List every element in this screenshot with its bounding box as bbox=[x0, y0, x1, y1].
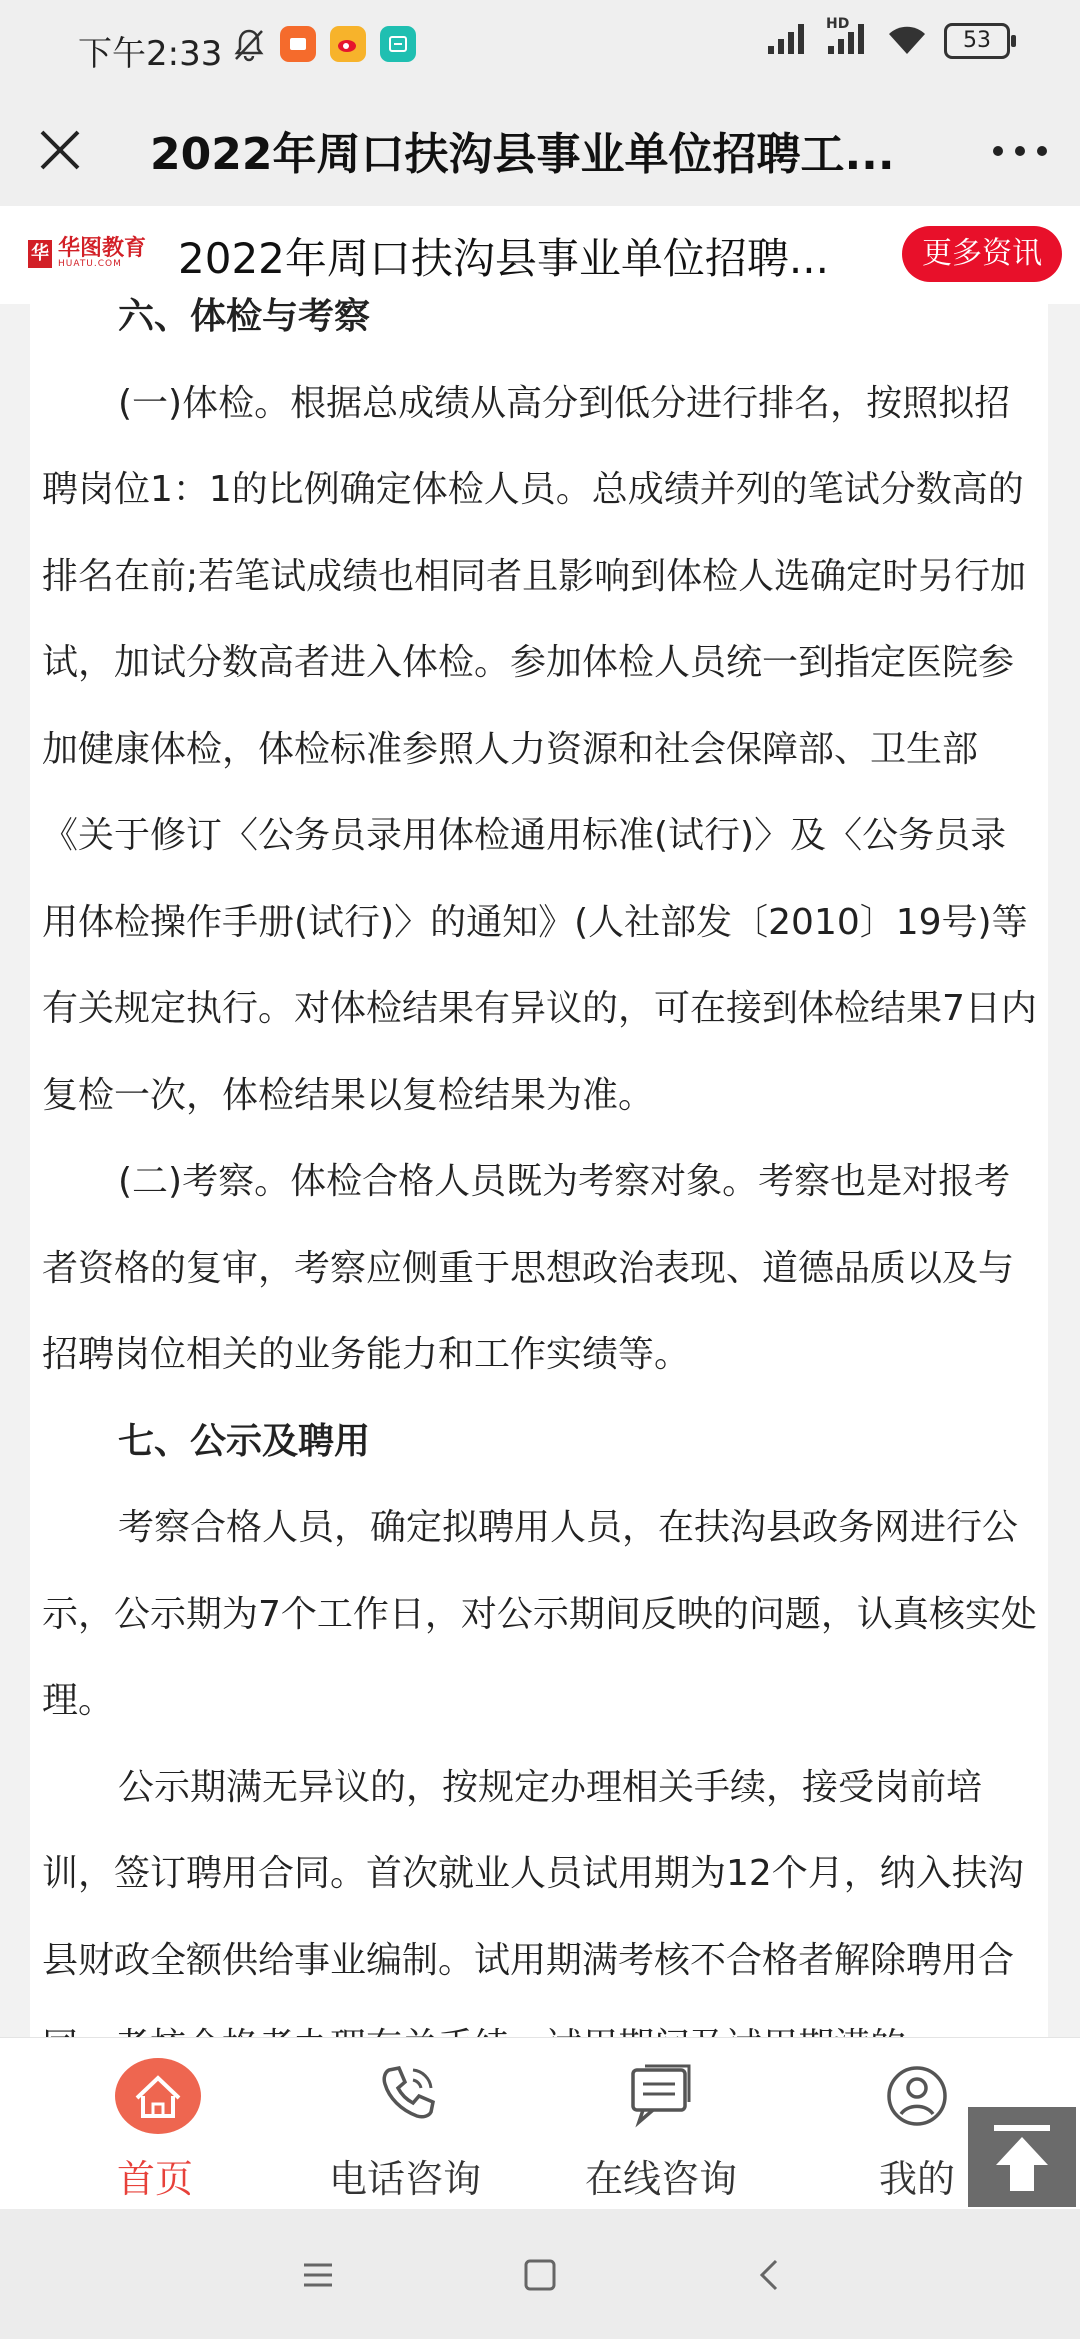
battery-indicator: 53 bbox=[944, 23, 1010, 59]
tab-home-label: 首页 bbox=[116, 2157, 193, 2201]
tab-phone-label: 电话咨询 bbox=[328, 2157, 481, 2201]
back-icon[interactable] bbox=[748, 2253, 792, 2297]
tab-profile-label: 我的 bbox=[878, 2157, 955, 2201]
weibo-icon bbox=[330, 26, 366, 62]
section-heading: 七、公示及聘用 bbox=[118, 1420, 371, 1462]
wifi-icon bbox=[886, 22, 928, 60]
article-header-title: 2022年周口扶沟县事业单位招聘... bbox=[178, 234, 829, 283]
tab-home[interactable] bbox=[20, 2038, 290, 2210]
tab-phone-consult[interactable] bbox=[270, 2038, 540, 2210]
logo-mark-icon: 华 bbox=[28, 240, 52, 268]
article-paragraph: 考察合格人员，确定拟聘用人员，在扶沟县政务网进行公示，公示期为7个工作日，对公示期间反映的问题，认真核实处理。 bbox=[42, 1507, 1037, 1721]
home-square-icon[interactable] bbox=[518, 2253, 562, 2297]
huatu-logo[interactable] bbox=[28, 238, 146, 269]
app-notification-icon-2 bbox=[380, 26, 416, 62]
article-paragraph: (二)考察。体检合格人员既为考察对象。考察也是对报考者资格的复审，考察应侧重于思想政治表现、道德品质以及与招聘岗位相关的业务能力和工作实绩等。 bbox=[42, 1161, 1015, 1375]
status-time: 下午2:33 bbox=[78, 34, 223, 74]
signal-hd-icon: HD bbox=[826, 22, 870, 60]
app-notification-icon bbox=[280, 26, 316, 62]
tab-online-label: 在线咨询 bbox=[584, 2157, 737, 2201]
bottom-tab-bar bbox=[0, 2037, 1080, 2210]
system-nav-bar bbox=[0, 2209, 1080, 2339]
section-heading: 六、体检与考察 bbox=[118, 296, 371, 337]
article-content bbox=[30, 296, 1048, 2037]
article-paragraph: (一)体检。根据总成绩从高分到低分进行排名，按照拟招聘岗位1：1的比例确定体检人员。总成绩并列的笔试分数高的排名在前;若笔试成绩也相同者且影响到体检人选确定时另行加试，加试分数高者进入体检。参加体检人员统一到指定医院参加健康体检，体检标准参照人力资源和社会保障部、卫生部《关于修订〈公务员录用体检通用标准(试行)〉及〈公务员录用体检操作手册(试行)〉的通知》(人社部发〔2010〕19号)等有关规定执行。对体检结果有异议的，可在接到体检结果7日内复检一次，体检结果以复检结果为准。 bbox=[42, 382, 1037, 1116]
tab-online-consult[interactable] bbox=[526, 2038, 796, 2210]
status-bar bbox=[0, 0, 1080, 96]
home-icon bbox=[115, 2056, 195, 2136]
article-paragraph: 公示期满无异议的，按规定办理相关手续，接受岗前培训，签订聘用合同。首次就业人员试用期为12个月，纳入扶沟县财政全额供给事业编制。试用期满考核不合格者解除聘用合 bbox=[42, 1766, 1024, 1981]
menu-icon[interactable] bbox=[296, 2253, 340, 2297]
phone-icon bbox=[365, 2056, 445, 2136]
signal-icon bbox=[766, 22, 810, 60]
more-news-button[interactable]: 更多资讯 bbox=[902, 226, 1062, 282]
top-nav-bar bbox=[0, 96, 1080, 206]
user-icon bbox=[877, 2056, 957, 2136]
mute-bell-icon bbox=[230, 26, 268, 68]
chat-icon bbox=[621, 2056, 701, 2136]
back-to-top-button[interactable] bbox=[968, 2107, 1076, 2207]
more-options-icon[interactable] bbox=[990, 136, 1050, 166]
logo-subtext: HUATU.COM bbox=[58, 259, 122, 269]
page-title: 2022年周口扶沟县事业单位招聘工... bbox=[150, 129, 895, 180]
logo-text: 华图教育 bbox=[58, 236, 147, 261]
close-icon[interactable] bbox=[30, 120, 90, 180]
article-inner bbox=[42, 274, 1042, 2091]
